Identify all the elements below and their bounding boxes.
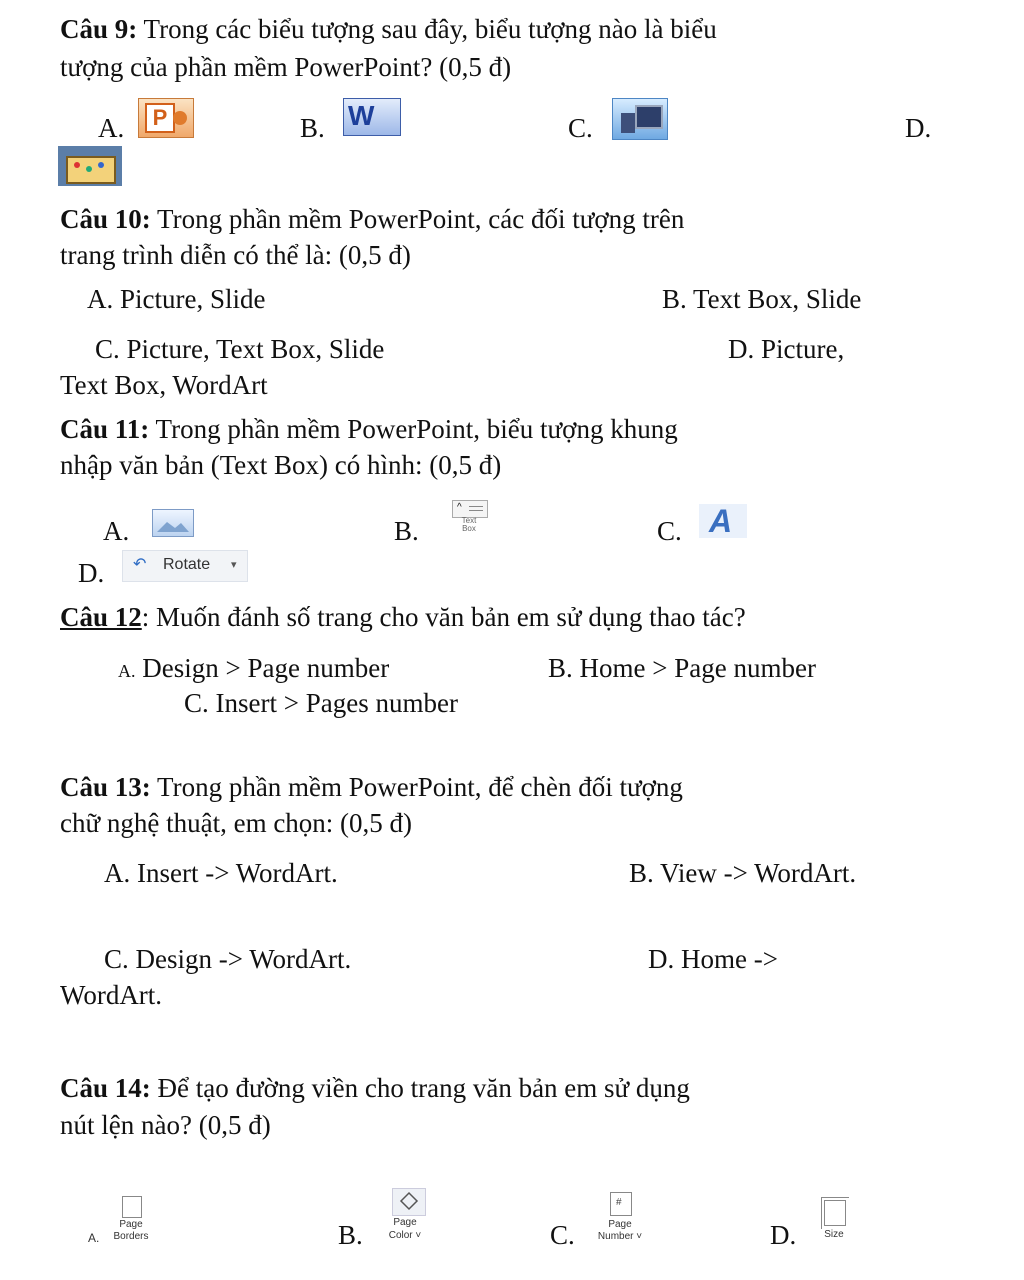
q10-option-d-line1: D. Picture, xyxy=(728,334,845,364)
q13-option-d-line1: D. Home -> xyxy=(648,944,778,974)
q14-line2: nút lện nào? (0,5 đ) xyxy=(60,1110,271,1140)
q10-option-c: C. Picture, Text Box, Slide xyxy=(95,334,385,364)
rotate-icon: ↶ xyxy=(133,556,147,573)
q14-line1 xyxy=(60,1071,690,1105)
picture-icon xyxy=(152,509,194,537)
rotate-label: Rotate xyxy=(163,556,211,573)
size-ruler-left xyxy=(821,1197,822,1229)
q9-option-d: D. xyxy=(905,113,932,143)
monitor-icon xyxy=(635,105,663,129)
paint-bucket-icon xyxy=(393,1189,425,1215)
q10-number: Câu 10: xyxy=(60,204,151,234)
q11-option-b: B. xyxy=(394,516,419,546)
rotate-button xyxy=(122,550,248,582)
q13-option-a: A. Insert -> WordArt. xyxy=(104,858,338,888)
q13-option-b: B. View -> WordArt. xyxy=(629,858,857,888)
wordart-icon xyxy=(699,504,747,538)
page-number-label-2: Number ˅ xyxy=(597,1231,643,1242)
page-borders-label-2: Borders xyxy=(113,1231,149,1242)
q14-option-a: A. xyxy=(88,1231,100,1245)
q10-option-a: A. Picture, Slide xyxy=(87,284,266,314)
mountain-icon xyxy=(153,510,193,536)
q9-line1 xyxy=(60,12,717,46)
q13-line1 xyxy=(60,770,683,804)
q10-option-d-line2: Text Box, WordArt xyxy=(60,370,268,400)
page-color-icon xyxy=(392,1188,426,1216)
q11-option-d: D. xyxy=(78,558,105,588)
powerpoint-letter: P xyxy=(145,103,175,133)
q9-option-c: C. xyxy=(568,113,593,143)
q10-line1 xyxy=(60,202,684,236)
word-icon xyxy=(343,98,401,136)
q9-option-a: A. xyxy=(98,113,125,143)
page-color-label-2: Color ˅ xyxy=(388,1230,422,1241)
size-icon xyxy=(824,1200,846,1226)
q12-option-a xyxy=(118,651,389,688)
size-ruler-top xyxy=(821,1197,849,1198)
page-borders-icon xyxy=(122,1196,142,1218)
q14-text: Để tạo đường viền cho trang văn bản em sử dụng xyxy=(150,1073,690,1103)
page-number-label-1: Page xyxy=(608,1219,632,1230)
q11-number: Câu 11: xyxy=(60,414,150,444)
q12-option-a-letter: A. xyxy=(118,661,136,681)
q12-option-c: C. Insert > Pages number xyxy=(184,688,458,718)
paint-dot-green xyxy=(86,166,92,172)
q12-line1 xyxy=(60,600,746,634)
q12-option-b: B. Home > Page number xyxy=(548,653,816,683)
q14-number: Câu 14: xyxy=(60,1073,151,1103)
q10-text: Trong phần mềm PowerPoint, các đối tượng trên xyxy=(150,204,685,234)
q11-option-c: C. xyxy=(657,516,682,546)
page-color-label-1: Page xyxy=(393,1217,417,1228)
caret-icon: ^ xyxy=(457,502,462,513)
q14-option-c: C. xyxy=(550,1220,575,1250)
q12-text: : Muốn đánh số trang cho văn bản em sử dụng thao tác? xyxy=(141,602,746,632)
page-number-icon xyxy=(610,1192,632,1216)
chevron-down-icon: ▾ xyxy=(231,559,237,571)
tower-icon xyxy=(621,113,635,133)
q13-number: Câu 13: xyxy=(60,772,151,802)
q13-option-c: C. Design -> WordArt. xyxy=(104,944,352,974)
paint-dot-red xyxy=(74,162,80,168)
wordart-glyph: A xyxy=(709,503,733,539)
size-label: Size xyxy=(824,1229,844,1240)
textbox-line-1 xyxy=(469,506,483,507)
textbox-label-2: Box xyxy=(462,524,476,533)
q11-line1 xyxy=(60,412,678,446)
q14-option-b: B. xyxy=(338,1220,363,1250)
q10-option-b: B. Text Box, Slide xyxy=(662,284,862,314)
q13-line2: chữ nghệ thuật, em chọn: (0,5 đ) xyxy=(60,808,413,838)
q10-line2: trang trình diễn có thể là: (0,5 đ) xyxy=(60,240,411,270)
q13-option-d-line2: WordArt. xyxy=(60,980,163,1010)
textbox-line-2 xyxy=(469,510,483,511)
q9-number: Câu 9: xyxy=(60,14,138,44)
hash-icon: # xyxy=(616,1197,622,1208)
q11-option-a: A. xyxy=(103,516,130,546)
q14-option-d: D. xyxy=(770,1220,797,1250)
word-letter: W xyxy=(348,100,375,131)
q11-line2: nhập văn bản (Text Box) có hình: (0,5 đ) xyxy=(60,450,502,480)
q9-option-b: B. xyxy=(300,113,325,143)
pie-icon xyxy=(173,111,187,125)
q9-line2: tượng của phần mềm PowerPoint? (0,5 đ) xyxy=(60,52,512,82)
paint-dot-blue xyxy=(98,162,104,168)
q12-option-a-text: Design > Page number xyxy=(135,653,390,683)
page-borders-label-1: Page xyxy=(119,1219,143,1230)
textbox-label-1: Text xyxy=(461,516,477,525)
q12-number: Câu 12 xyxy=(60,602,142,632)
q13-text: Trong phần mềm PowerPoint, để chèn đối tượng xyxy=(150,772,683,802)
q11-text: Trong phần mềm PowerPoint, biểu tượng khung xyxy=(149,414,678,444)
powerpoint-icon xyxy=(138,98,194,138)
q9-text: Trong các biểu tượng sau đây, biểu tượng nào là biểu xyxy=(137,14,717,44)
computer-icon xyxy=(612,98,668,140)
paint-icon xyxy=(58,146,122,186)
